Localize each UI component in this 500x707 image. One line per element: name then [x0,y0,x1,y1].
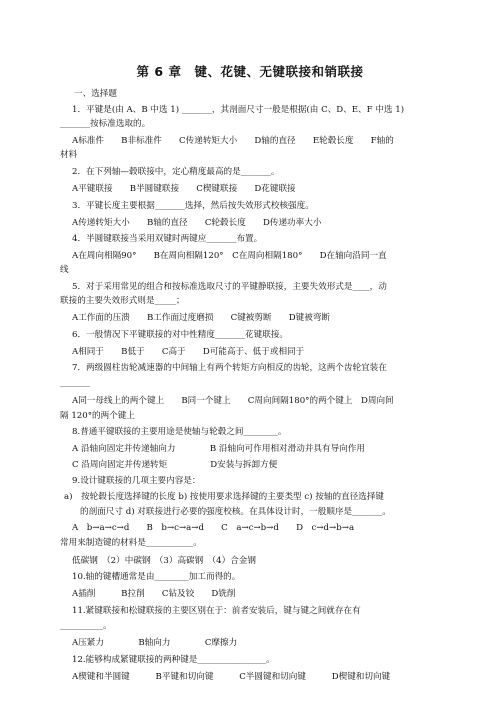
text-line: __________。 [60,621,112,631]
text-line: 10.轴的键槽通常是由________加工而得的。 [72,572,241,582]
option-line: 低碳钢 （2）中碳钢 （3）高碳钢 （4）合金钢 [72,556,256,566]
option-line: A b→a→c→d B b→c→a→d C a→c→b→d D c→d→b→a [72,523,355,533]
text-line: 3．平键长度主要根据_______选择，然后按失效形式校核强度。 [72,201,314,211]
text-line: 1．平键是(由 A、B 中选 1) _______，其剖面尺寸一般是根据(由 C、D、E、F 中选 1) [72,105,405,115]
text-line: a) 按轮毂长度选择键的长度 b) 按使用要求选择键的主要类型 c) 按轴的直径选择键 [64,492,385,502]
option-line: A传递转矩大小 B轴的直径 C轮毂长度 D传递功率大小 [72,218,322,228]
option-line: A工作面的压溃 B工作面过度磨损 C键被剪断 D键被弯断 [72,313,331,323]
option-line: A插削 B拉削 C钻及铰 D铣削 [72,589,236,599]
option-line: A在周向相隔90° B在周向相隔120° C在周向相隔180° D在轴向沿同一直 [72,251,387,261]
text-line: 11.紧键联接和松键联接的主要区别在于：前者安装后，键与键之间就存在有 [72,606,361,616]
option-line: A标准件 B非标准件 C传递转矩大小 D轴的直径 E轮毂长度 F轴的 [72,136,394,146]
text-line: 9.设计键联接的几项主要内容是： [72,476,201,486]
text-line: 线 [60,265,69,275]
text-line: 8.普通平键联接的主要用途是使轴与轮毂之间________。 [72,427,287,437]
text-line: 材料 [60,150,78,160]
section-heading: 一、选择题 [74,89,117,99]
text-line: 联接的主要失效形式则是_____； [60,296,185,306]
chapter-title: 第 6 章 键、花键、无键联接和销联接 [136,64,364,79]
text-line: 隔 120°的两个键上 [60,411,135,421]
option-line: C 沿周向固定并传递转矩 D安装与拆卸方便 [72,460,278,470]
text-line: 6．一般情况下平键联接的对中性精度_______花键联接。 [72,330,289,340]
option-line: A相同于 B低于 C高于 D可能高于、低于或相同于 [72,347,305,357]
option-line: A平键联接 B半圆键联接 C楔键联接 D花键联接 [72,184,296,194]
text-line: 常用来制造键的材料是___________。 [60,538,202,548]
option-line: A同一母线上的两个键上 B同一个键上 C周向间隔180°的两个键上 D周向间 [72,396,394,406]
text-line: _______ [60,378,91,388]
option-line: A压紧力 B轴向力 C摩擦力 [72,638,238,648]
text-line: 7．两级圆柱齿轮减速器的中间轴上有两个转矩方向相反的齿轮，这两个齿轮宜装在 [72,363,387,373]
text-line: 4．半圆键联接当采用双键时两键应_______布置。 [72,234,263,244]
option-line: A 沿轴向固定并传递轴向力 B 沿轴向可作用相对滑动并具有导向作用 [72,444,365,454]
text-line: 12.能够构成紧键联接的两种键是________________。 [72,655,275,665]
text-line: 的剖面尺寸 d) 对联接进行必要的强度校核。在具体设计时，一般顺序是_______。 [80,507,391,517]
text-line: 5．对于采用常见的组合和按标准选取尺寸的平键静联接，主要失效形式是____，动 [72,282,387,292]
text-line: _______按标准选取的。 [60,119,151,129]
option-line: A楔键和半圆键 B平键和切向键 C半圆键和切向键 D楔键和切向键 [72,672,391,682]
text-line: 2．在下列轴—毂联接中，定心精度最高的是_______。 [72,167,280,177]
